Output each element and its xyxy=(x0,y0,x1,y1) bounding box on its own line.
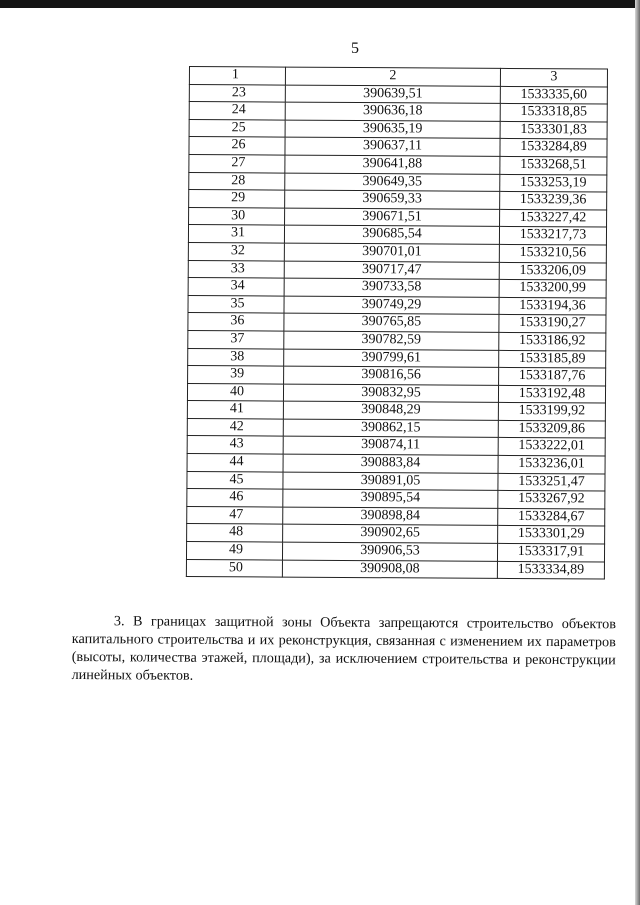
y-coordinate-cell: 1533209,86 xyxy=(498,420,605,438)
point-number-cell: 47 xyxy=(187,506,283,524)
y-coordinate-cell: 1533222,01 xyxy=(498,438,605,456)
y-coordinate-cell: 1533284,67 xyxy=(498,508,605,526)
y-coordinate-cell: 1533318,85 xyxy=(500,104,607,122)
point-number-cell: 23 xyxy=(189,84,285,102)
y-coordinate-cell: 1533301,29 xyxy=(498,526,605,544)
point-number-cell: 28 xyxy=(189,172,285,190)
x-coordinate-cell: 390895,54 xyxy=(283,489,498,508)
y-coordinate-cell: 1533200,99 xyxy=(499,280,606,298)
point-number-cell: 45 xyxy=(187,471,283,489)
y-coordinate-cell: 1533210,56 xyxy=(499,244,606,262)
point-number-cell: 49 xyxy=(186,542,282,560)
coordinates-table xyxy=(186,66,608,580)
point-number-cell: 33 xyxy=(188,260,284,278)
x-coordinate-cell: 390641,88 xyxy=(285,155,500,174)
x-coordinate-cell: 390685,54 xyxy=(284,225,499,244)
x-coordinate-cell: 390848,29 xyxy=(283,401,498,420)
point-number-cell: 31 xyxy=(188,225,284,243)
page-number: 5 xyxy=(351,40,359,57)
y-coordinate-cell: 1533301,83 xyxy=(500,121,607,139)
column-header-x: 2 xyxy=(285,67,500,86)
point-number-cell: 29 xyxy=(189,190,285,208)
x-coordinate-cell: 390832,95 xyxy=(283,384,498,403)
point-number-cell: 40 xyxy=(187,383,283,401)
point-number-cell: 38 xyxy=(188,348,284,366)
point-number-cell: 32 xyxy=(188,242,284,260)
x-coordinate-cell: 390908,08 xyxy=(282,560,497,579)
point-number-cell: 41 xyxy=(187,401,283,419)
x-coordinate-cell: 390639,51 xyxy=(285,85,500,104)
x-coordinate-cell: 390749,29 xyxy=(284,296,499,315)
point-number-cell: 34 xyxy=(188,278,284,296)
y-coordinate-cell: 1533236,01 xyxy=(498,455,605,473)
y-coordinate-cell: 1533284,89 xyxy=(500,139,607,157)
x-coordinate-cell: 390717,47 xyxy=(284,261,499,280)
point-number-cell: 24 xyxy=(189,102,285,120)
y-coordinate-cell: 1533227,42 xyxy=(500,209,607,227)
y-coordinate-cell: 1533334,89 xyxy=(497,561,604,579)
x-coordinate-cell: 390799,61 xyxy=(284,349,499,368)
x-coordinate-cell: 390816,56 xyxy=(284,366,499,385)
point-number-cell: 36 xyxy=(188,313,284,331)
y-coordinate-cell: 1533206,09 xyxy=(499,262,606,280)
point-number-cell: 30 xyxy=(189,207,285,225)
point-number-cell: 25 xyxy=(189,119,285,137)
y-coordinate-cell: 1533192,48 xyxy=(498,385,605,403)
x-coordinate-cell: 390906,53 xyxy=(282,542,497,561)
x-coordinate-cell: 390902,65 xyxy=(283,525,498,544)
x-coordinate-cell: 390898,84 xyxy=(283,507,498,526)
x-coordinate-cell: 390671,51 xyxy=(285,208,500,227)
x-coordinate-cell: 390649,35 xyxy=(285,173,500,192)
y-coordinate-cell: 1533267,92 xyxy=(498,491,605,509)
y-coordinate-cell: 1533217,73 xyxy=(499,227,606,245)
point-number-cell: 44 xyxy=(187,454,283,472)
x-coordinate-cell: 390891,05 xyxy=(283,472,498,491)
y-coordinate-cell: 1533185,89 xyxy=(499,350,606,368)
point-number-cell: 39 xyxy=(188,366,284,384)
table-body xyxy=(186,84,607,579)
y-coordinate-cell: 1533251,47 xyxy=(498,473,605,491)
y-coordinate-cell: 1533268,51 xyxy=(500,156,607,174)
point-number-cell: 48 xyxy=(187,524,283,542)
column-header-point: 1 xyxy=(189,67,285,85)
x-coordinate-cell: 390782,59 xyxy=(284,331,499,350)
point-number-cell: 35 xyxy=(188,295,284,313)
y-coordinate-cell: 1533253,19 xyxy=(500,174,607,192)
point-number-cell: 43 xyxy=(187,436,283,454)
restriction-paragraph: 3. В границах защитной зоны Объекта запрещаются строительство объектов капитального строительства и их реконструкция, связанная с изменением их параметров (высоты, количества этажей, площади), за исключением строительства и реконструкции линейных объектов. xyxy=(71,613,616,684)
x-coordinate-cell: 390862,15 xyxy=(283,419,498,438)
x-coordinate-cell: 390733,58 xyxy=(284,278,499,297)
point-number-cell: 50 xyxy=(186,559,282,577)
point-number-cell: 46 xyxy=(187,489,283,507)
column-header-y: 3 xyxy=(500,68,607,86)
y-coordinate-cell: 1533194,36 xyxy=(499,297,606,315)
point-number-cell: 26 xyxy=(189,137,285,155)
x-coordinate-cell: 390637,11 xyxy=(285,137,500,156)
y-coordinate-cell: 1533317,91 xyxy=(497,543,604,561)
y-coordinate-cell: 1533186,92 xyxy=(499,332,606,350)
x-coordinate-cell: 390636,18 xyxy=(285,102,500,121)
y-coordinate-cell: 1533239,36 xyxy=(500,192,607,210)
point-number-cell: 42 xyxy=(187,418,283,436)
x-coordinate-cell: 390635,19 xyxy=(285,120,500,139)
x-coordinate-cell: 390701,01 xyxy=(284,243,499,262)
x-coordinate-cell: 390659,33 xyxy=(285,190,500,209)
y-coordinate-cell: 1533199,92 xyxy=(498,403,605,421)
point-number-cell: 27 xyxy=(189,154,285,172)
scan-border-right xyxy=(635,0,640,905)
x-coordinate-cell: 390883,84 xyxy=(283,454,498,473)
table-row xyxy=(186,559,604,579)
y-coordinate-cell: 1533190,27 xyxy=(499,315,606,333)
scan-border-top xyxy=(0,0,640,8)
x-coordinate-cell: 390874,11 xyxy=(283,437,498,456)
y-coordinate-cell: 1533335,60 xyxy=(500,86,607,104)
y-coordinate-cell: 1533187,76 xyxy=(499,367,606,385)
point-number-cell: 37 xyxy=(188,330,284,348)
x-coordinate-cell: 390765,85 xyxy=(284,313,499,332)
